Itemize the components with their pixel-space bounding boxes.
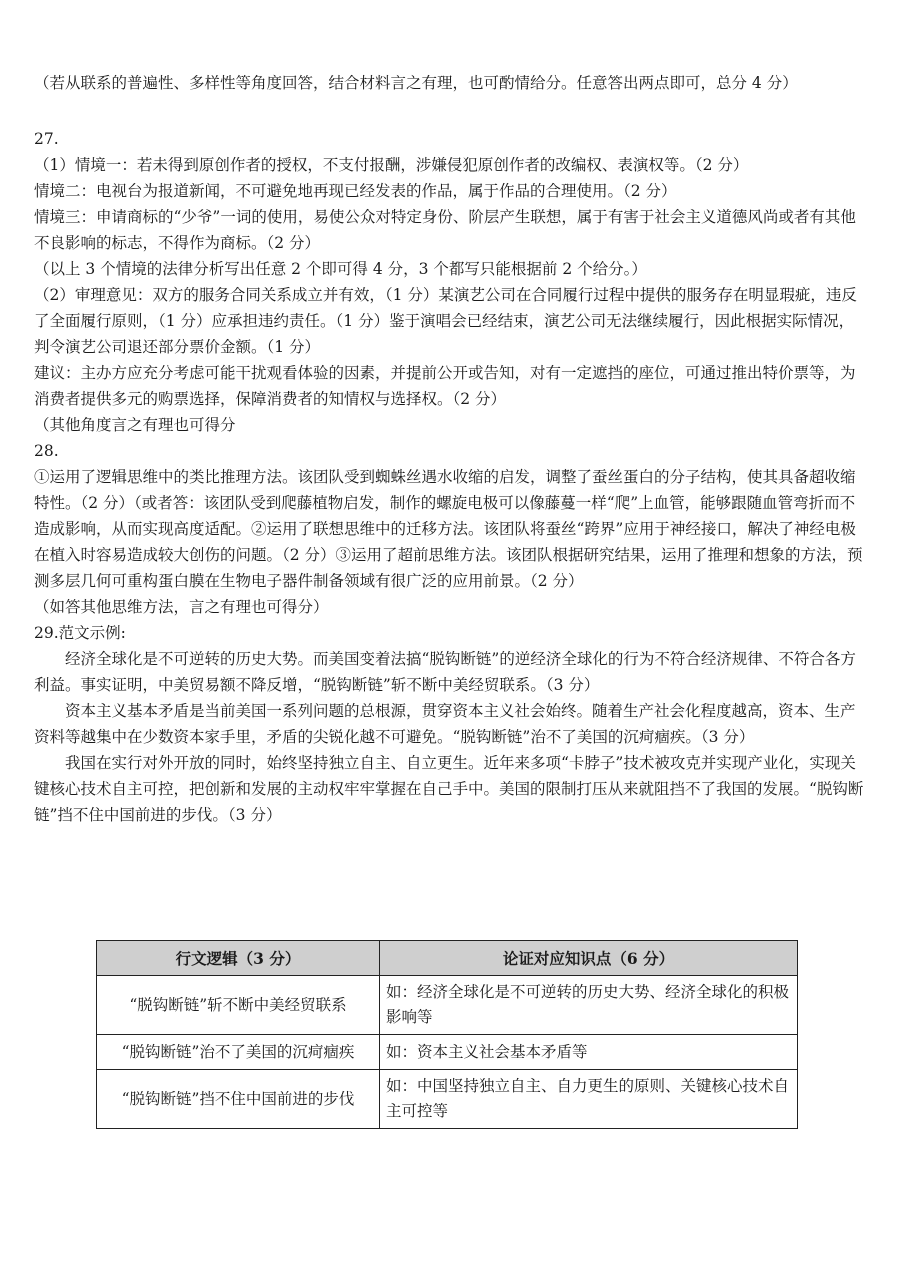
table-header-logic: 行文逻辑（3 分） <box>97 941 380 976</box>
q27-line: 建议：主办方应充分考虑可能干扰观看体验的因素，并提前公开或告知，对有一定遮挡的座位，可通过推出特价票等，为消费者提供多元的购票选择，保障消费者的知情权与选择权。（2 分） <box>34 364 856 408</box>
q27-line: 情境二：电视台为报道新闻，不可避免地再现已经发表的作品，属于作品的合理使用。（2 分） <box>34 182 677 200</box>
argument-logic-table <box>96 940 798 1129</box>
q28-number: 28. <box>34 442 59 460</box>
q29-number: 29.范文示例: <box>34 624 126 642</box>
table-row <box>97 976 798 1035</box>
q28-line: （如答其他思维方法，言之有理也可得分） <box>34 598 329 616</box>
q27-number: 27. <box>34 130 59 148</box>
table-row <box>97 1035 798 1070</box>
table-cell-knowledge: 如：资本主义社会基本矛盾等 <box>380 1035 798 1070</box>
q29-paragraph: 经济全球化是不可逆转的历史大势。而美国变着法搞“脱钩断链”的逆经济全球化的行为不符合经济规律、不符合各方利益。事实证明，中美贸易额不降反增，“脱钩断链”斩不断中美经贸联系。（3 分） <box>34 650 856 694</box>
q27-line: （其他角度言之有理也可得分 <box>34 416 236 434</box>
q27-line: 情境三：申请商标的“少爷”一词的使用，易使公众对特定身份、阶层产生联想，属于有害于社会主义道德风尚或者有其他不良影响的标志，不得作为商标。（2 分） <box>34 208 856 252</box>
q27-line: （2）审理意见：双方的服务合同关系成立并有效，（1 分）某演艺公司在合同履行过程中提供的服务存在明显瑕疵，违反了全面履行原则，（1 分）应承担违约责任。（1 分）鉴于演唱会已经结束，演艺公司无法继续履行，因此根据实际情况，判令演艺公司退还部分票价金额。（1 分） <box>34 286 857 356</box>
intro-note: （若从联系的普遍性、多样性等角度回答，结合材料言之有理，也可酌情给分。任意答出两点即可，总分 4 分） <box>34 74 798 92</box>
table-cell-logic: “脱钩断链”挡不住中国前进的步伐 <box>97 1070 380 1129</box>
table-cell-logic: “脱钩断链”斩不断中美经贸联系 <box>97 976 380 1035</box>
table-header-knowledge: 论证对应知识点（6 分） <box>380 941 798 976</box>
q29-paragraph: 资本主义基本矛盾是当前美国一系列问题的总根源，贯穿资本主义社会始终。随着生产社会化程度越高，资本、生产资料等越集中在少数资本家手里，矛盾的尖锐化越不可避免。“脱钩断链”治不了美国的沉疴痼疾。（3 分） <box>34 702 856 746</box>
table-cell-knowledge: 如：中国坚持独立自主、自力更生的原则、关键核心技术自主可控等 <box>380 1070 798 1129</box>
q28-line: ①运用了逻辑思维中的类比推理方法。该团队受到蜘蛛丝遇水收缩的启发，调整了蚕丝蛋白的分子结构，使其具备超收缩特性。（2 分）（或者答：该团队受到爬藤植物启发，制作的螺旋电极可以像藤蔓一样“爬”上血管，能够跟随血管弯折而不造成影响，从而实现高度适配。②运用了联想思维中的迁移方法。该团队将蚕丝“跨界”应用于神经接口，解决了神经电极在植入时容易造成较大创伤的问题。（2 分）③运用了超前思维方法。该团队根据研究结果，运用了推理和想象的方法，预测多层几何可重构蛋白膜在生物电子器件制备领域有很广泛的应用前景。（2 分） <box>34 468 863 590</box>
table-header-row <box>97 941 798 976</box>
table-row <box>97 1070 798 1129</box>
q29-paragraph: 我国在实行对外开放的同时，始终坚持独立自主、自立更生。近年来多项“卡脖子”技术被攻克并实现产业化，实现关键核心技术自主可控，把创新和发展的主动权牢牢掌握在自己手中。美国的限制打压从来就阻挡不了我国的发展。“脱钩断链”挡不住中国前进的步伐。（3 分） <box>34 754 864 824</box>
q27-line: （1）情境一：若未得到原创作者的授权，不支付报酬，涉嫌侵犯原创作者的改编权、表演权等。（2 分） <box>34 156 749 174</box>
q27-line: （以上 3 个情境的法律分析写出任意 2 个即可得 4 分，3 个都写只能根据前 2 个给分。） <box>34 260 647 278</box>
answer-page <box>34 70 868 828</box>
table-cell-knowledge: 如：经济全球化是不可逆转的历史大势、经济全球化的积极影响等 <box>380 976 798 1035</box>
table-cell-logic: “脱钩断链”治不了美国的沉疴痼疾 <box>97 1035 380 1070</box>
